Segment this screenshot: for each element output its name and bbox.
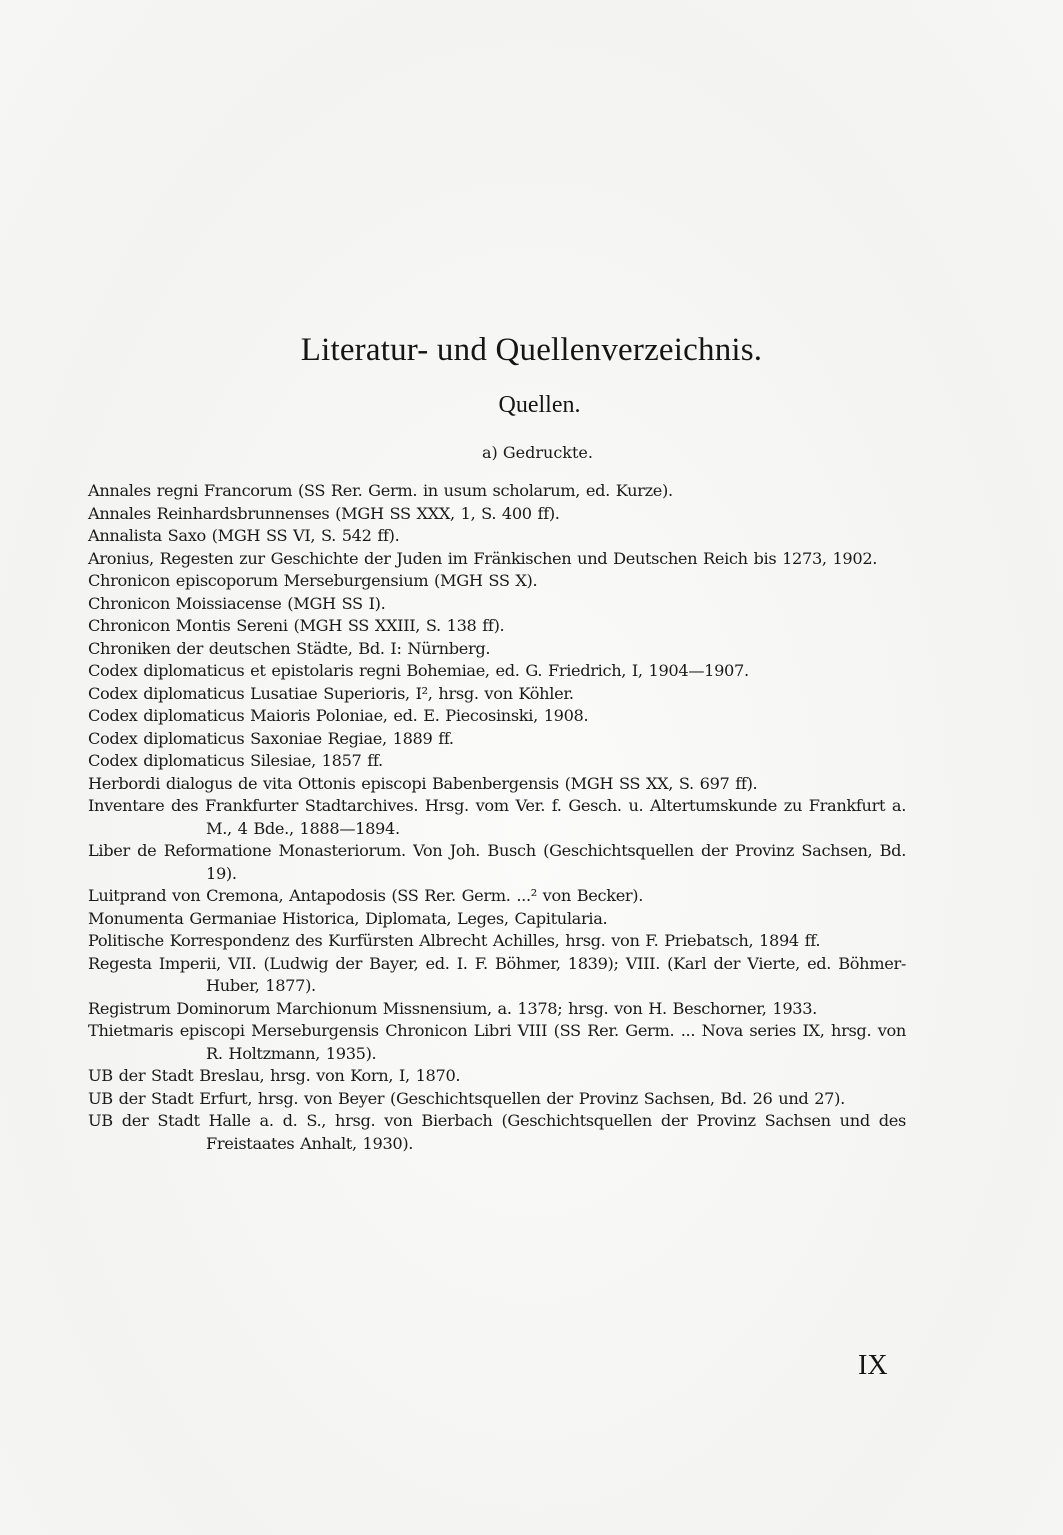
bibliography-entry: Inventare des Frankfurter Stadtarchives. Hrsg. vom Ver. f. Gesch. u. Altertumskunde zu Frankfurt a. M., 4 Bde., 1888—1894. xyxy=(88,796,906,838)
bibliography-entry: Codex diplomaticus Silesiae, 1857 ff. xyxy=(88,751,383,770)
bibliography-entry: Liber de Reformatione Monasteriorum. Von Joh. Busch (Geschichtsquellen der Provinz Sachsen, Bd. 19). xyxy=(88,841,906,883)
bibliography-entry: Chroniken der deutschen Städte, Bd. I: Nürnberg. xyxy=(88,638,491,658)
bibliography-entry: Annalista Saxo (MGH SS VI, S. 542 ff). xyxy=(88,526,400,545)
bibliography-entry: Codex diplomaticus et epistolaris regni Bohemiae, ed. G. Friedrich, I, 1904—1907. xyxy=(88,661,749,680)
bibliography-entry: Annales Reinhardsbrunnenses (MGH SS XXX, 1, S. 400 ff). xyxy=(88,503,560,523)
bibliography-entry: Aronius, Regesten zur Geschichte der Juden im Fränkischen und Deutschen Reich bis 1273, 1902. xyxy=(88,548,878,568)
bibliography-entry: Codex diplomaticus Saxoniae Regiae, 1889 ff. xyxy=(88,728,454,748)
bibliography-entry: UB der Stadt Breslau, hrsg. von Korn, I, 1870. xyxy=(88,1066,461,1085)
bibliography-list xyxy=(88,480,906,1155)
bibliography-entry: Registrum Dominorum Marchionum Missnensium, a. 1378; hrsg. von H. Beschorner, 1933. xyxy=(88,998,817,1018)
bibliography-entry: Codex diplomaticus Maioris Poloniae, ed. E. Piecosinski, 1908. xyxy=(88,706,589,725)
section-heading: Quellen. xyxy=(498,392,581,418)
bibliography-entry: UB der Stadt Halle a. d. S., hrsg. von Bierbach (Geschichtsquellen der Provinz Sachsen und des Freistaates Anhalt, 1930). xyxy=(88,1111,906,1153)
bibliography-entry: Luitprand von Cremona, Antapodosis (SS Rer. Germ. ...² von Becker). xyxy=(88,886,644,905)
bibliography-entry: UB der Stadt Erfurt, hrsg. von Beyer (Geschichtsquellen der Provinz Sachsen, Bd. 26 und 27). xyxy=(88,1088,845,1108)
subsection-heading: a) Gedruckte. xyxy=(482,443,593,462)
bibliography-entry: Codex diplomaticus Lusatiae Superioris, I², hrsg. von Köhler. xyxy=(88,683,574,703)
bibliography-entry: Politische Korrespondenz des Kurfürsten Albrecht Achilles, hrsg. von F. Priebatsch, 1894 ff. xyxy=(88,931,821,950)
bibliography-entry: Annales regni Francorum (SS Rer. Germ. in usum scholarum, ed. Kurze). xyxy=(88,481,673,500)
page-number: IX xyxy=(858,1350,888,1381)
bibliography-entry: Monumenta Germaniae Historica, Diplomata, Leges, Capitularia. xyxy=(88,908,608,928)
page-title: Literatur- und Quellenverzeichnis. xyxy=(300,332,763,368)
bibliography-entry: Herbordi dialogus de vita Ottonis episcopi Babenbergensis (MGH SS XX, S. 697 ff). xyxy=(88,773,758,793)
bibliography-entry: Chronicon Montis Sereni (MGH SS XXIII, S. 138 ff). xyxy=(88,616,505,635)
bibliography-entry: Chronicon episcoporum Merseburgensium (MGH SS X). xyxy=(88,571,538,590)
bibliography-entry: Thietmaris episcopi Merseburgensis Chronicon Libri VIII (SS Rer. Germ. ... Nova series IX, hrsg. von R. Holtzmann, 1935). xyxy=(88,1021,906,1063)
bibliography-entry: Chronicon Moissiacense (MGH SS I). xyxy=(88,593,386,613)
bibliography-entry: Regesta Imperii, VII. (Ludwig der Bayer, ed. I. F. Böhmer, 1839); VIII. (Karl der Vierte, ed. Böhmer-Huber, 1877). xyxy=(88,953,906,995)
